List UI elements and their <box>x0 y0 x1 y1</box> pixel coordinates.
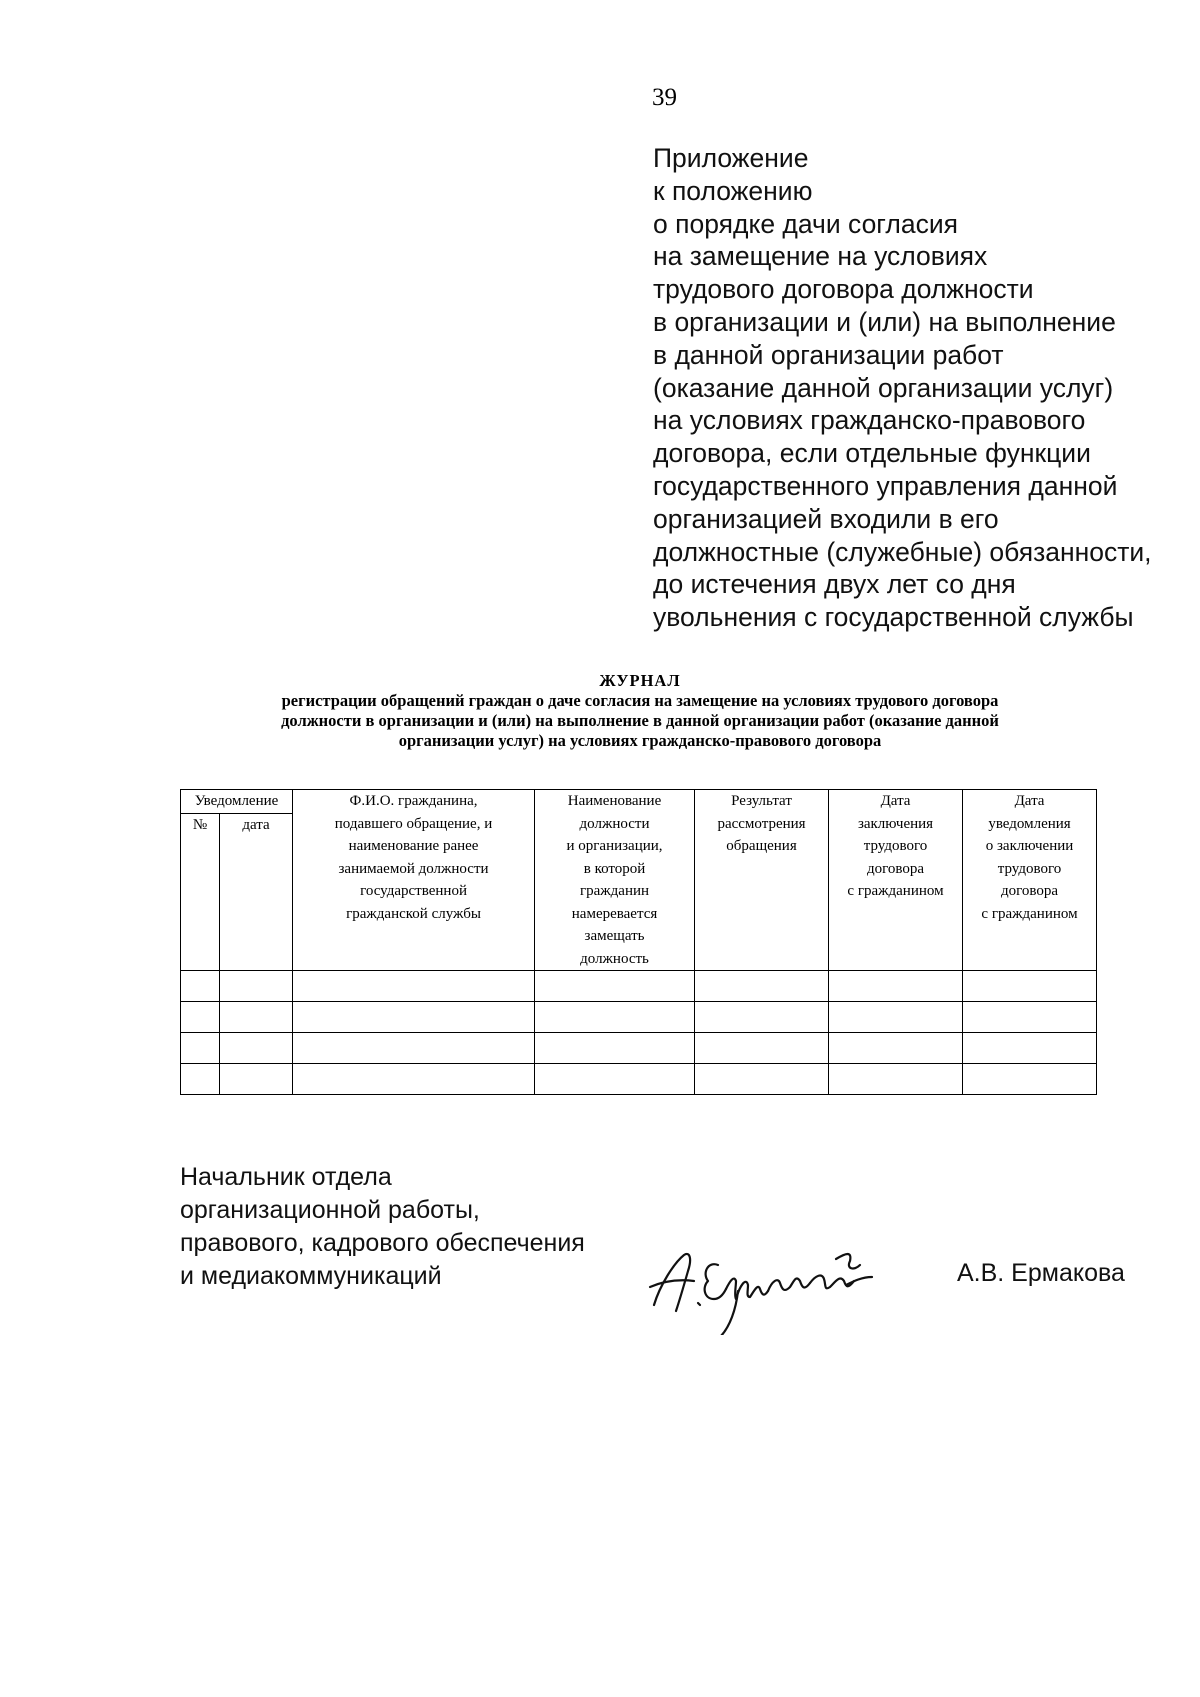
appendix-line: Приложение <box>653 143 809 173</box>
journal-subtitle-line: должности в организации и (или) на выполнение в данной организации работ (оказание данной <box>281 711 999 730</box>
appendix-line: до истечения двух лет со дня <box>653 569 1016 600</box>
header-line: и организации, <box>566 838 663 854</box>
header-line: с гражданином <box>981 905 1078 922</box>
table-cell <box>535 1064 695 1095</box>
table-cell <box>181 971 220 1002</box>
table-cell <box>829 1002 963 1033</box>
table-row <box>181 971 1097 1002</box>
journal-table <box>180 789 1097 1095</box>
header-line: Ф.И.О. гражданина, <box>349 793 478 809</box>
appendix-line: (оказание данной организации услуг) <box>653 372 1114 403</box>
table-cell <box>181 1002 220 1033</box>
header-line: занимаемой должности <box>338 860 489 877</box>
table-row <box>181 1002 1097 1033</box>
header-line: Наименование <box>567 793 662 809</box>
table-cell <box>963 1064 1097 1095</box>
journal-heading <box>180 671 1100 751</box>
table-cell <box>220 1002 293 1033</box>
position-line: и медиакоммуникаций <box>180 1262 442 1290</box>
table-cell <box>963 1002 1097 1033</box>
header-line: должности <box>579 815 650 832</box>
table-cell <box>220 971 293 1002</box>
table-cell <box>293 1002 535 1033</box>
table-cell <box>535 1033 695 1064</box>
col-no-header: № <box>181 813 220 970</box>
col-result-header <box>695 790 829 971</box>
appendix-line: на условиях гражданско-правового <box>653 405 1086 436</box>
appendix-line: организацией входили в его <box>653 503 999 534</box>
header-line: должность <box>580 950 649 967</box>
header-line: рассмотрения <box>717 815 806 832</box>
table-cell <box>293 971 535 1002</box>
header-line: Дата <box>880 793 911 809</box>
table-cell <box>535 971 695 1002</box>
header-line: в которой <box>583 860 646 877</box>
table-cell <box>181 1033 220 1064</box>
appendix-header <box>653 142 1173 634</box>
appendix-line: в организации и (или) на выполнение <box>653 306 1116 337</box>
header-line: уведомления <box>988 815 1071 832</box>
table-cell <box>829 1033 963 1064</box>
position-line: организационной работы, <box>180 1196 480 1224</box>
header-line: обращения <box>726 838 797 854</box>
header-line: Результат <box>731 793 792 809</box>
journal-title: ЖУРНАЛ <box>599 671 681 690</box>
col-fio-header <box>293 790 535 971</box>
header-line: заключения <box>857 815 934 832</box>
table-cell <box>695 1064 829 1095</box>
page-number: 39 <box>652 84 677 111</box>
header-line: трудового <box>997 860 1062 877</box>
appendix-line: в данной организации работ <box>653 339 1004 370</box>
position-line: правового, кадрового обеспечения <box>180 1229 585 1257</box>
header-line: с гражданином <box>847 883 944 899</box>
table-cell <box>829 971 963 1002</box>
position-line: Начальник отдела <box>180 1163 392 1191</box>
col-position-header <box>535 790 695 971</box>
table-row <box>181 1033 1097 1064</box>
header-line: Дата <box>1014 793 1045 809</box>
col-notice-date-header <box>963 790 1097 971</box>
notification-group-header: Уведомление <box>181 790 293 814</box>
table-cell <box>963 971 1097 1002</box>
appendix-line: договора, если отдельные функции <box>653 438 1091 469</box>
header-line: договора <box>1000 883 1059 899</box>
table-cell <box>220 1064 293 1095</box>
table-cell <box>181 1064 220 1095</box>
handwritten-signature <box>640 1225 890 1335</box>
table-cell <box>535 1002 695 1033</box>
table-header-row <box>181 790 1097 814</box>
appendix-line: к положению <box>653 175 813 206</box>
table-cell <box>695 1033 829 1064</box>
header-line: гражданской службы <box>346 905 481 922</box>
header-line: трудового <box>863 838 928 854</box>
table-cell <box>695 1002 829 1033</box>
header-line: договора <box>866 860 925 877</box>
col-date-header: дата <box>220 813 293 970</box>
header-line: о заключении <box>985 838 1074 854</box>
header-line: намеревается <box>571 905 658 922</box>
table-cell <box>963 1033 1097 1064</box>
signer-name: А.В. Ермакова <box>957 1259 1125 1287</box>
header-line: замещать <box>584 928 645 944</box>
table-cell <box>220 1033 293 1064</box>
header-line: государственной <box>360 883 467 899</box>
table-cell <box>695 971 829 1002</box>
appendix-line: государственного управления данной <box>653 470 1118 501</box>
appendix-line: о порядке дачи согласия <box>653 208 958 239</box>
table-cell <box>829 1064 963 1095</box>
header-line: наименование ранее <box>348 838 479 854</box>
table-cell <box>293 1064 535 1095</box>
appendix-line: должностные (служебные) обязанности, <box>653 536 1152 567</box>
journal-subtitle-line: регистрации обращений граждан о даче согласия на замещение на условиях трудового договора <box>281 691 999 710</box>
header-line: подавшего обращение, и <box>334 815 493 832</box>
journal-subtitle-line: организации услуг) на условиях гражданско-правового договора <box>398 731 882 750</box>
table-cell <box>293 1033 535 1064</box>
header-line: гражданин <box>579 883 650 899</box>
appendix-line: трудового договора должности <box>653 274 1034 305</box>
appendix-line: увольнения с государственной службы <box>653 602 1134 633</box>
col-contract-date-header <box>829 790 963 971</box>
appendix-line: на замещение на условиях <box>653 241 988 272</box>
table-row <box>181 1064 1097 1095</box>
signatory-position <box>180 1161 585 1293</box>
